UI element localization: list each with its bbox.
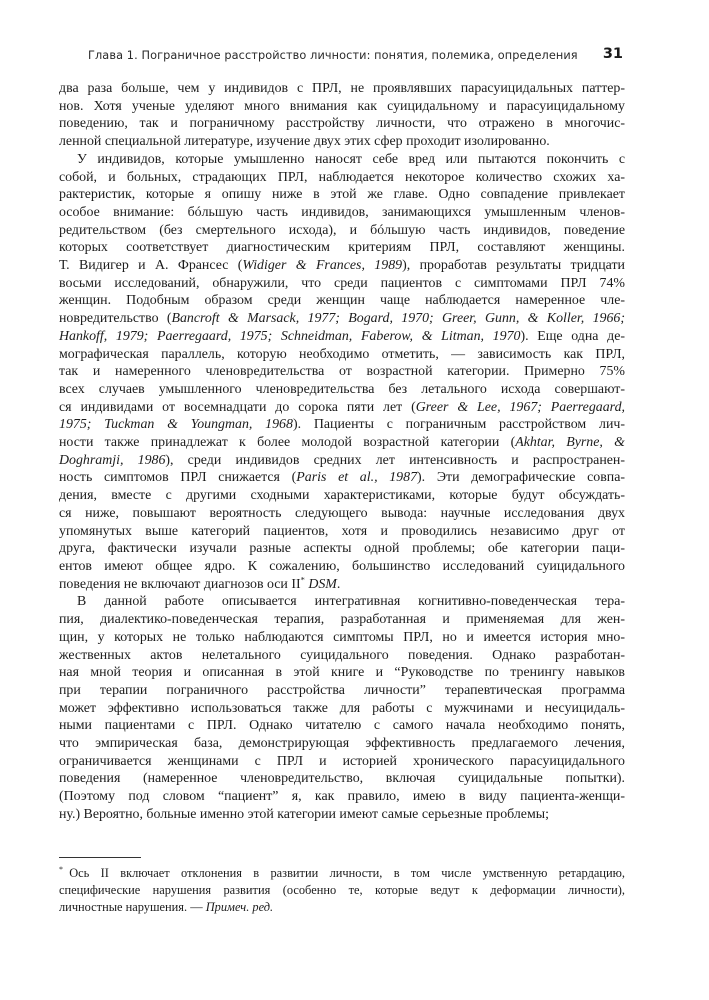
text-line (59, 292, 625, 310)
text-run: ности также принадлежат к более молодой возрастной категории ( (59, 435, 516, 451)
text-run: собой, и больных, страдающих ПРЛ, наблюдается некоторое количество схожих ха- (59, 169, 625, 185)
text-run: которых соответствует диагностическим критериям ПРЛ, составляют женщины. (59, 240, 625, 256)
text-run: (Поэтому под словом “пациент” я, как правило, имею в виду пациента-женщи- (59, 789, 625, 805)
text-line (59, 540, 625, 558)
text-line (59, 735, 625, 753)
text-line (59, 505, 625, 523)
text-run: особое внимание: бóльшую часть индивидов, занимающихся умышленным членов- (59, 204, 625, 220)
citation: Paris et al., 1987 (296, 470, 418, 486)
text-run: ленной специальной литературе, изучение двух этих сфер проходит изолированно. (59, 134, 550, 150)
text-line (59, 222, 625, 240)
text-line (59, 629, 625, 647)
footnote-line (59, 899, 625, 916)
text-line (59, 186, 625, 204)
text-line (59, 452, 625, 470)
citation: 1975; Tuckman & Youngman, 1968 (59, 417, 293, 433)
paragraph (59, 151, 625, 594)
text-line (59, 717, 625, 735)
text-line (59, 80, 625, 98)
text-line (59, 700, 625, 718)
text-run: В данной работе описывается интегративная когнитивно-поведенческая тера- (77, 594, 625, 610)
text-run: рактеристик, которые я опишу ниже в этой же главе. Одно совпадение привлекает (59, 187, 625, 203)
text-run: дения, вместе с другими сходными характеристиками, которые будут обсуждать- (59, 488, 625, 504)
text-run: редительством (без смертельного исхода), и бóльшую часть индивидов, поведение (59, 222, 625, 238)
text-line (59, 399, 625, 417)
text-run: ну.) Вероятно, больные именно этой категории имеют самые серьезные проблемы; (59, 806, 549, 822)
text-line (59, 98, 625, 116)
text-run: женщин. Подобным образом среди женщин чаще наблюдается намеренное чле- (59, 293, 625, 309)
text-line (59, 558, 625, 576)
text-run: новредительство ( (59, 311, 172, 327)
text-line (59, 115, 625, 133)
text-run: ся индивидами от восемнадцати до сорока пяти лет ( (59, 399, 416, 415)
text-run: всех случаев умышленного членовредительства без летального исхода совершают- (59, 381, 625, 397)
citation: DSM (308, 576, 337, 592)
text-run: Т. Видигер и А. Франсес ( (59, 258, 243, 274)
footnote-divider (59, 857, 141, 858)
text-line (59, 487, 625, 505)
text-run: поведения (намеренное членовредительство, включая суицидальные попытки). (59, 771, 625, 787)
footnote-marker: * (300, 574, 305, 585)
text-run: личностные нарушения. — (59, 899, 206, 914)
citation: Greer & Lee, 1967; Paerregaard, (415, 399, 625, 415)
text-run: нов. Хотя ученые уделяют много внимания как суицидальному и парасуицидальному (59, 98, 625, 114)
running-header (88, 47, 623, 67)
text-run: щин, у которых не только наблюдаются симптомы ПРЛ, но и имеется история мно- (59, 629, 625, 645)
text-line (59, 151, 625, 169)
text-run: У индивидов, которые умышленно наносят себе вред или пытаются покончить с (77, 151, 625, 167)
text-line (59, 133, 625, 151)
text-line (59, 593, 625, 611)
page-number: 31 (602, 46, 623, 62)
text-run: жественных актов нелетального суицидального поведения. Однако разработан- (59, 647, 625, 663)
text-line (59, 328, 625, 346)
text-line (59, 664, 625, 682)
text-line (59, 523, 625, 541)
text-run: Ось II включает отклонения в развитии личности, в том числе умственную ретардацию, (69, 866, 625, 880)
footnote-line (59, 882, 625, 899)
footnote-line (59, 865, 625, 882)
text-run: так и намеренного членовредительства от возрастной категории. Примерно 75% (59, 364, 625, 380)
text-run: упомянутых выше категорий пациентов, хотя и проводились независимо друг от (59, 523, 625, 539)
text-line (59, 576, 625, 594)
text-run: ), проработав результаты тридцати (402, 258, 625, 274)
body-text (59, 80, 625, 824)
text-run: пия, диалектико-поведенческая терапия, разработанная и применяемая для жен- (59, 612, 625, 628)
text-line (59, 434, 625, 452)
text-line (59, 239, 625, 257)
text-run: ность симптомов ПРЛ снижается ( (59, 470, 297, 486)
text-line (59, 204, 625, 222)
footnote-mark: * (59, 864, 63, 874)
text-run: может эффективно использоваться также для работы с мужчинами и несуицидаль- (59, 700, 625, 716)
text-run: поведению, так и пограничному расстройству личности, что отражено в многочис- (59, 116, 625, 132)
footnote (59, 865, 625, 915)
text-run: два раза больше, чем у индивидов с ПРЛ, не проявлявших парасуицидальных паттер- (59, 81, 625, 96)
text-run: ). Еще одна де- (520, 328, 625, 344)
text-line (59, 169, 625, 187)
text-run: восьми исследований, обнаружили, что среди пациентов с симптомами ПРЛ 74% (59, 275, 625, 291)
text-line (59, 806, 625, 824)
text-run: . (336, 576, 341, 592)
text-run: ная мной теория и описанная в этой книге и “Руководстве по тренингу навыков (59, 665, 625, 681)
citation: Hankoff, 1979; Paerregaard, 1975; Schneidman, Faberow, & Litman, 1970 (59, 328, 521, 344)
text-run: ентов имеют общее ядро. К сожалению, большинство исследований суицидального (59, 558, 625, 574)
text-line (59, 381, 625, 399)
text-line (59, 682, 625, 700)
text-line (59, 310, 625, 328)
text-run: что эмпирическая база, демонстрирующая эффективность предлагаемого лечения, (59, 736, 625, 752)
paragraph (59, 593, 625, 823)
text-run: поведения не включают диагнозов оси II (59, 576, 301, 592)
citation: Akhtar, Byrne, & (515, 435, 625, 451)
text-line (59, 753, 625, 771)
text-line (59, 346, 625, 364)
text-run: при терапии пограничного расстройства личности” терапевтическая программа (59, 682, 625, 698)
text-line (59, 469, 625, 487)
text-run: друга, фактически изучали разные аспекты одной проблемы; обе категории паци- (59, 541, 625, 557)
text-line (59, 416, 625, 434)
chapter-title: Глава 1. Пограничное расстройство личности: понятия, полемика, определения (88, 49, 578, 62)
text-line (59, 611, 625, 629)
text-run: мографическая параллель, которую необходимо отметить, — зависимость как ПРЛ, (59, 346, 625, 362)
citation: Примеч. ред. (205, 899, 274, 914)
text-run: ). Эти демографические совпа- (417, 470, 626, 486)
citation: Bancroft & Marsack, 1977; Bogard, 1970; Greer, Gunn, & Koller, 1966; (171, 311, 625, 327)
text-run: ными пациентами с ПРЛ. Однако читателю с самого начала необходимо понять, (59, 718, 625, 734)
paragraph (59, 80, 625, 151)
text-line (59, 363, 625, 381)
text-run: ), среди индивидов средних лет интенсивность и распространен- (165, 452, 625, 468)
text-line (59, 647, 625, 665)
citation: Doghramji, 1986 (59, 452, 166, 468)
text-line (59, 788, 625, 806)
text-line (59, 770, 625, 788)
citation: Widiger & Frances, 1989 (242, 258, 403, 274)
text-run: ся ниже, повышают вероятность следующего вывода: научные исследования двух (59, 505, 625, 521)
text-line (59, 275, 625, 293)
text-run: ограничивается женщинами с ПРЛ и историей хронического парасуицидального (59, 753, 625, 769)
text-run: ). Пациенты с пограничным расстройством лич- (292, 417, 625, 433)
text-line (59, 257, 625, 275)
text-run: специфические нарушения развития (особенно те, которые ведут к деформации личности), (59, 882, 625, 897)
